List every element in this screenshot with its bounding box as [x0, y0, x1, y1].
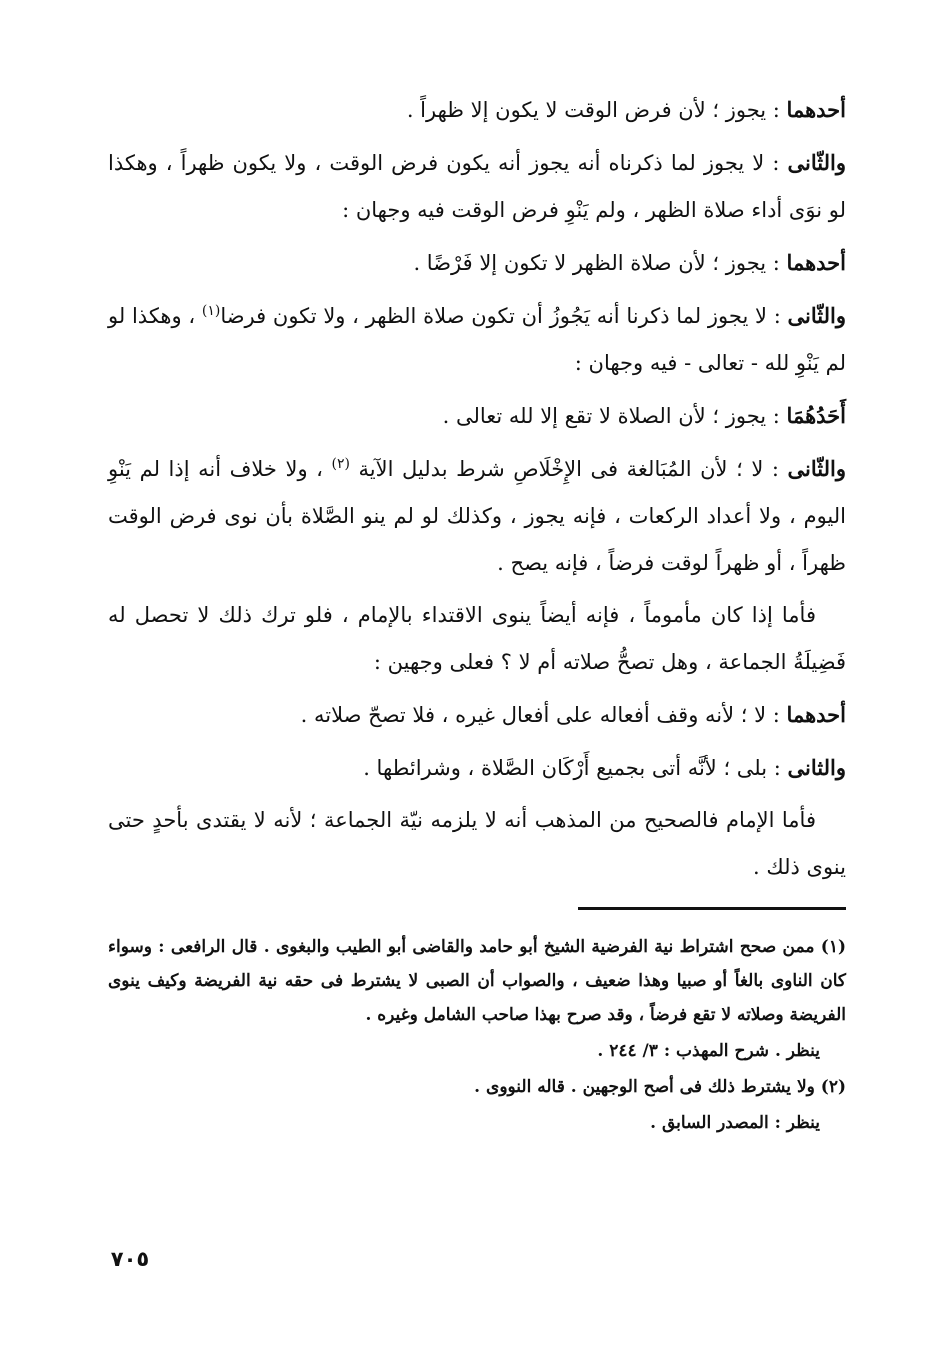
paragraph	[108, 691, 846, 739]
footnote-marker: (١)	[201, 303, 221, 319]
paragraph-text-after: ، ولا خلاف أنه إذا لم يَنْوِ اليوم ، ولا أعداد الركعات ، فإنه يجوز ، وكذلك لو لم ينو الصَّلاة بأن نوى فرض الوقت ظهراً ، أو ظهراً لوقت فرضاً ، فإنه يصح .	[108, 457, 846, 575]
paragraph	[108, 392, 846, 440]
paragraph	[108, 797, 846, 891]
footnote-marker: (٢)	[331, 456, 350, 472]
paragraph-text: فأما إذا كان مأموماً ، فإنه أيضاً ينوى الاقتداء بالإمام ، فلو ترك ذلك لا تحصل له فَضِيلَةُ الجماعة ، وهل تصحُّ صلاته أم لا ؟ فعلى وجهين :	[108, 603, 846, 674]
paragraph-text: : لا ؛ لأنه وقف أفعاله على أفعال غيره ، فلا تصحّ صلاته .	[300, 703, 787, 727]
paragraph	[108, 445, 846, 587]
paragraph-lead: أحدهما	[786, 250, 846, 275]
paragraph-lead: أحدهما	[786, 97, 846, 122]
paragraph	[108, 139, 846, 234]
paragraph-lead: أحدهما	[786, 702, 846, 727]
paragraph-text: : لا يجوز لما ذكرناه أنه يجوز أنه يكون فرض الوقت ، ولا يكون ظهراً ، وهكذا لو نوَى أداء صلاة الظهر ، ولم يَنْوِ فرض الوقت فيه وجهان :	[108, 151, 846, 222]
paragraph	[108, 86, 846, 134]
paragraph	[108, 744, 846, 792]
paragraph-lead: والثّانى	[787, 456, 846, 481]
footnotes	[108, 930, 846, 1142]
paragraph-text: : لا يجوز لما ذكرنا أنه يَجُوزُ أن تكون صلاة الظهر ، ولا تكون فرضا	[220, 304, 788, 328]
paragraph-text: : يجوز ؛ لأن صلاة الظهر لا تكون إلا فَرْضًا .	[413, 251, 787, 275]
paragraph-text: : يجوز ؛ لأن الصلاة لا تقع إلا لله تعالى .	[442, 404, 787, 428]
paragraph-lead: أَحَدُهُمَا	[786, 403, 846, 428]
paragraph-text-after: ، وهكذا لو لم يَنْوِ لله - تعالى - فيه وجهان :	[108, 304, 846, 375]
paragraph	[108, 239, 846, 287]
paragraph-text: : يجوز ؛ لأن فرض الوقت لا يكون إلا ظهراً .	[406, 98, 787, 122]
footnote-divider	[578, 907, 846, 910]
footnote-2-reference: ينظر : المصدر السابق .	[650, 1113, 820, 1133]
paragraph-text: فأما الإمام فالصحيح من المذهب أنه لا يلزمه نيّة الجماعة ؛ لأنه لا يقتدى بأحدٍ حتى ينوى ذلك .	[108, 808, 846, 879]
paragraph-lead: والثّانى	[787, 303, 846, 328]
footnote-2: (٢) ولا يشترط ذلك فى أصح الوجهين . قاله النووى .	[474, 1077, 846, 1097]
footnote-1: (١) ممن صحح اشتراط نية الفرضية الشيخ أبو حامد والقاضى أبو الطيب والبغوى . قال الرافعى : وسواء كان الناوى بالغاً أو صبيا وهذا ضعيف ، والصواب أن الصبى لا يشترط فى حقه نية الفريضة وكيف ينوى الفريضة وصلاته لا تقع فرضاً ، وقد صرح بهذا صاحب الشامل وغيره .	[108, 937, 846, 1025]
paragraph	[108, 292, 846, 387]
paragraph-lead: والثّانى	[787, 150, 846, 175]
paragraph	[108, 592, 846, 686]
paragraph-lead: والثانى	[787, 755, 846, 780]
page-number: ٧٠٥	[110, 1247, 150, 1271]
paragraph-text: : بلى ؛ لأنَّه أتى بجميع أَرْكَان الصَّلاة ، وشرائطها .	[363, 756, 788, 780]
main-text	[108, 86, 846, 896]
footnote-1-reference: ينظر . شرح المهذب : ٣/ ٢٤٤ .	[597, 1041, 820, 1061]
paragraph-text: : لا ؛ لأن المُبَالغة فى الإِخْلَاصِ شرط بدليل الآية	[349, 457, 788, 481]
